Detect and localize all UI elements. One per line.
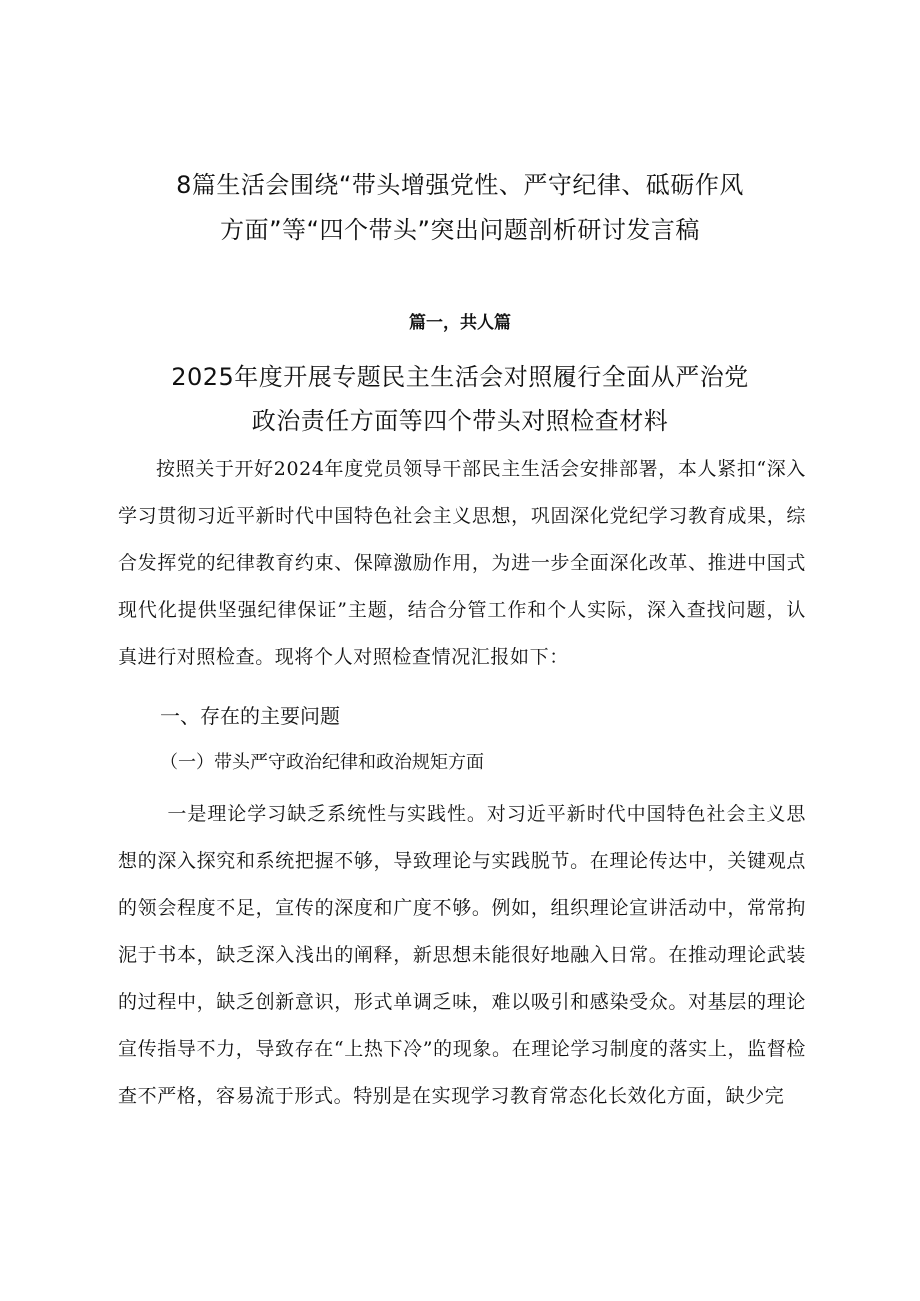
body-paragraph: 一是理论学习缺乏系统性与实践性。对习近平新时代中国特色社会主义思想的深入探究和系统把握不够，导致理论与实践脱节。在理论传达中，关键观点的领会程度不足，宣传的深度和广度不够。例如，组织理论宣讲活动中，常常拘泥于书本，缺乏深入浅出的阐释，新思想未能很好地融入日常。在推动理论武装的过程中，缺乏创新意识，形式单调乏味，难以吸引和感染受众。对基层的理论宣传指导不力，导致存在“上热下冷”的现象。在理论学习制度的落实上，监督检查不严格，容易流于形式。特别是在实现学习教育常态化长效化方面，缺少完 [118, 803, 806, 1107]
intro-paragraph: 按照关于开好2024年度党员领导干部民主生活会安排部署，本人紧扣“深入学习贯彻习近平新时代中国特色社会主义思想，巩固深化党纪学习教育成果，综合发挥党的纪律教育约束、保障激励作用，为进一步全面深化改革、推进中国式现代化提供坚强纪律保证”主题，结合分管工作和个人实际，深入查找问题，认真进行对照检查。现将个人对照检查情况汇报如下： [118, 458, 806, 668]
article-title-line-1: 2025年度开展专题民主生活会对照履行全面从严治党 [171, 363, 749, 391]
section-heading: 一、存在的主要问题 [160, 704, 340, 728]
subsection-heading: （一）带头严守政治纪律和政治规矩方面 [160, 752, 484, 773]
chapter-label: 篇一，共人篇 [409, 313, 511, 333]
document-title-line-1: 8篇生活会围绕“带头增强党性、严守纪律、砥砺作风 [176, 171, 744, 199]
article-title-line-2: 政治责任方面等四个带头对照检查材料 [251, 407, 669, 435]
document-title-line-2: 方面”等“四个带头”突出问题剖析研讨发言稿 [220, 216, 700, 244]
